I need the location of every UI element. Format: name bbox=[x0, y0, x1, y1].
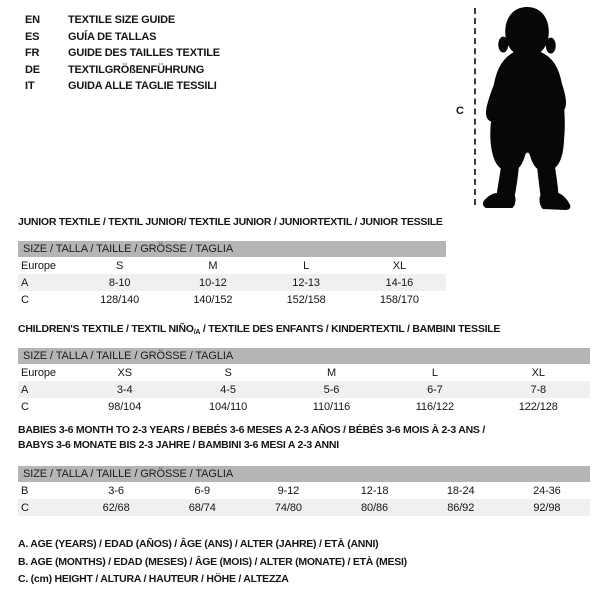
table-row-c bbox=[18, 291, 446, 308]
title-subscript: /A bbox=[193, 329, 201, 336]
title-line-1: BABIES 3-6 MONTH TO 2-3 YEARS / BEBÉS 3-6 MESES A 2-3 AÑOS / BÉBÉS 3-6 MOIS À 2-3 ANS / bbox=[18, 424, 486, 436]
size-cell: 92/98 bbox=[533, 501, 561, 514]
language-label: GUÍA DE TALLAS bbox=[68, 30, 157, 43]
size-cell: S bbox=[224, 366, 232, 379]
row-label: C bbox=[21, 400, 29, 413]
size-cell: 86/92 bbox=[447, 501, 475, 514]
size-cell: M bbox=[326, 366, 337, 379]
table-row-b bbox=[18, 482, 590, 499]
size-cell: 4-5 bbox=[220, 383, 236, 396]
row-label: Europe bbox=[21, 366, 56, 379]
language-row bbox=[25, 12, 220, 29]
size-cell: 68/74 bbox=[188, 501, 216, 514]
size-cell: L bbox=[431, 366, 438, 379]
size-header-bar: SIZE / TALLA / TAILLE / GRÖSSE / TAGLIA bbox=[18, 348, 590, 364]
size-header-bar: SIZE / TALLA / TAILLE / GRÖSSE / TAGLIA bbox=[18, 466, 590, 482]
table-row-a bbox=[18, 381, 590, 398]
height-measure-line bbox=[474, 8, 476, 205]
size-cell: 116/122 bbox=[415, 400, 454, 413]
title-line-2: BABYS 3-6 MONATE BIS 2-3 JAHRE / BAMBINI 3-6 MESI A 2-3 ANNI bbox=[18, 439, 339, 451]
size-cell: XL bbox=[531, 366, 545, 379]
language-label: TEXTILGRÖßENFÜHRUNG bbox=[68, 63, 205, 76]
children-table-title bbox=[18, 322, 500, 340]
row-label: A bbox=[21, 276, 29, 289]
size-cell: 6-7 bbox=[427, 383, 443, 396]
title-text: CHILDREN'S TEXTILE / TEXTIL NIÑO bbox=[18, 323, 194, 335]
size-cell: 3-4 bbox=[116, 383, 133, 396]
size-cell: S bbox=[116, 259, 124, 272]
size-cell: 6-9 bbox=[194, 484, 211, 497]
language-row bbox=[25, 29, 220, 46]
size-cell: 3-6 bbox=[108, 484, 124, 497]
table-row-c bbox=[18, 398, 590, 415]
language-label: GUIDE DES TAILLES TEXTILE bbox=[68, 47, 220, 60]
size-cell: 152/158 bbox=[286, 293, 326, 306]
measure-label-c: C bbox=[456, 105, 464, 117]
size-cell: XS bbox=[117, 366, 132, 379]
language-code: EN bbox=[25, 14, 40, 26]
size-cell: 140/152 bbox=[193, 293, 233, 306]
table-row-a bbox=[18, 274, 446, 291]
size-cell: 122/128 bbox=[518, 400, 558, 413]
junior-table-title: JUNIOR TEXTILE / TEXTIL JUNIOR/ TEXTILE JUNIOR / JUNIORTEXTIL / JUNIOR TESSILE bbox=[18, 216, 443, 228]
size-cell: 12-18 bbox=[360, 484, 389, 497]
size-cell: 98/104 bbox=[108, 400, 142, 413]
size-cell: 8-10 bbox=[108, 276, 131, 289]
size-cell: 158/170 bbox=[379, 293, 419, 306]
language-label: GUIDA ALLE TAGLIE TESSILI bbox=[68, 80, 217, 93]
row-label: B bbox=[21, 484, 29, 497]
size-cell: 12-13 bbox=[292, 276, 320, 289]
size-cell: 104/110 bbox=[208, 400, 248, 413]
size-cell: M bbox=[208, 259, 218, 272]
size-cell: 18-24 bbox=[446, 484, 475, 497]
size-cell: 80/86 bbox=[361, 501, 389, 514]
language-code: IT bbox=[25, 80, 35, 93]
footnotes-block bbox=[18, 536, 407, 589]
footnote-c: C. (cm) HEIGHT / ALTURA / HAUTEUR / HÖHE / ALTEZZA bbox=[18, 573, 289, 585]
table-row-europe bbox=[18, 364, 590, 381]
junior-size-table bbox=[18, 241, 446, 308]
size-cell: 110/116 bbox=[312, 400, 351, 413]
size-cell: L bbox=[303, 259, 310, 272]
language-label: TEXTILE SIZE GUIDE bbox=[68, 14, 176, 26]
footnote-a: A. AGE (YEARS) / EDAD (AÑOS) / ÂGE (ANS) / ALTER (JAHRE) / ETÀ (ANNI) bbox=[18, 538, 379, 550]
size-cell: 14-16 bbox=[385, 276, 414, 289]
language-row bbox=[25, 78, 220, 95]
size-cell: 7-8 bbox=[530, 383, 547, 396]
toddler-silhouette-icon bbox=[478, 4, 578, 212]
babies-size-table bbox=[18, 466, 590, 516]
row-label: Europe bbox=[21, 259, 56, 272]
size-cell: 24-36 bbox=[533, 484, 561, 497]
size-cell: 10-12 bbox=[199, 276, 227, 289]
language-code: FR bbox=[25, 47, 40, 60]
language-row bbox=[25, 62, 220, 79]
size-header-bar: SIZE / TALLA / TAILLE / GRÖSSE / TAGLIA bbox=[18, 241, 446, 257]
row-label: C bbox=[21, 293, 29, 306]
size-cell: 5-6 bbox=[323, 383, 340, 396]
table-row-europe bbox=[18, 257, 446, 274]
table-row-c bbox=[18, 499, 590, 516]
row-label: A bbox=[21, 383, 29, 396]
title-text: / TEXTILE DES ENFANTS / KINDERTEXTIL / BAMBINI TESSILE bbox=[200, 323, 501, 335]
row-label: C bbox=[21, 501, 29, 514]
footnote-b: B. AGE (MONTHS) / EDAD (MESES) / ÂGE (MOIS) / ALTER (MONATE) / ETÀ (MESI) bbox=[18, 555, 407, 568]
language-row bbox=[25, 45, 220, 62]
size-cell: 128/140 bbox=[100, 293, 140, 306]
children-size-table bbox=[18, 348, 590, 415]
language-code: ES bbox=[25, 30, 40, 43]
size-cell: 9-12 bbox=[277, 484, 300, 497]
babies-table-title bbox=[18, 423, 485, 453]
size-cell: 62/68 bbox=[102, 501, 130, 514]
size-cell: XL bbox=[392, 259, 406, 272]
language-title-block bbox=[25, 12, 220, 95]
size-cell: 74/80 bbox=[274, 501, 302, 514]
language-code: DE bbox=[25, 63, 40, 76]
